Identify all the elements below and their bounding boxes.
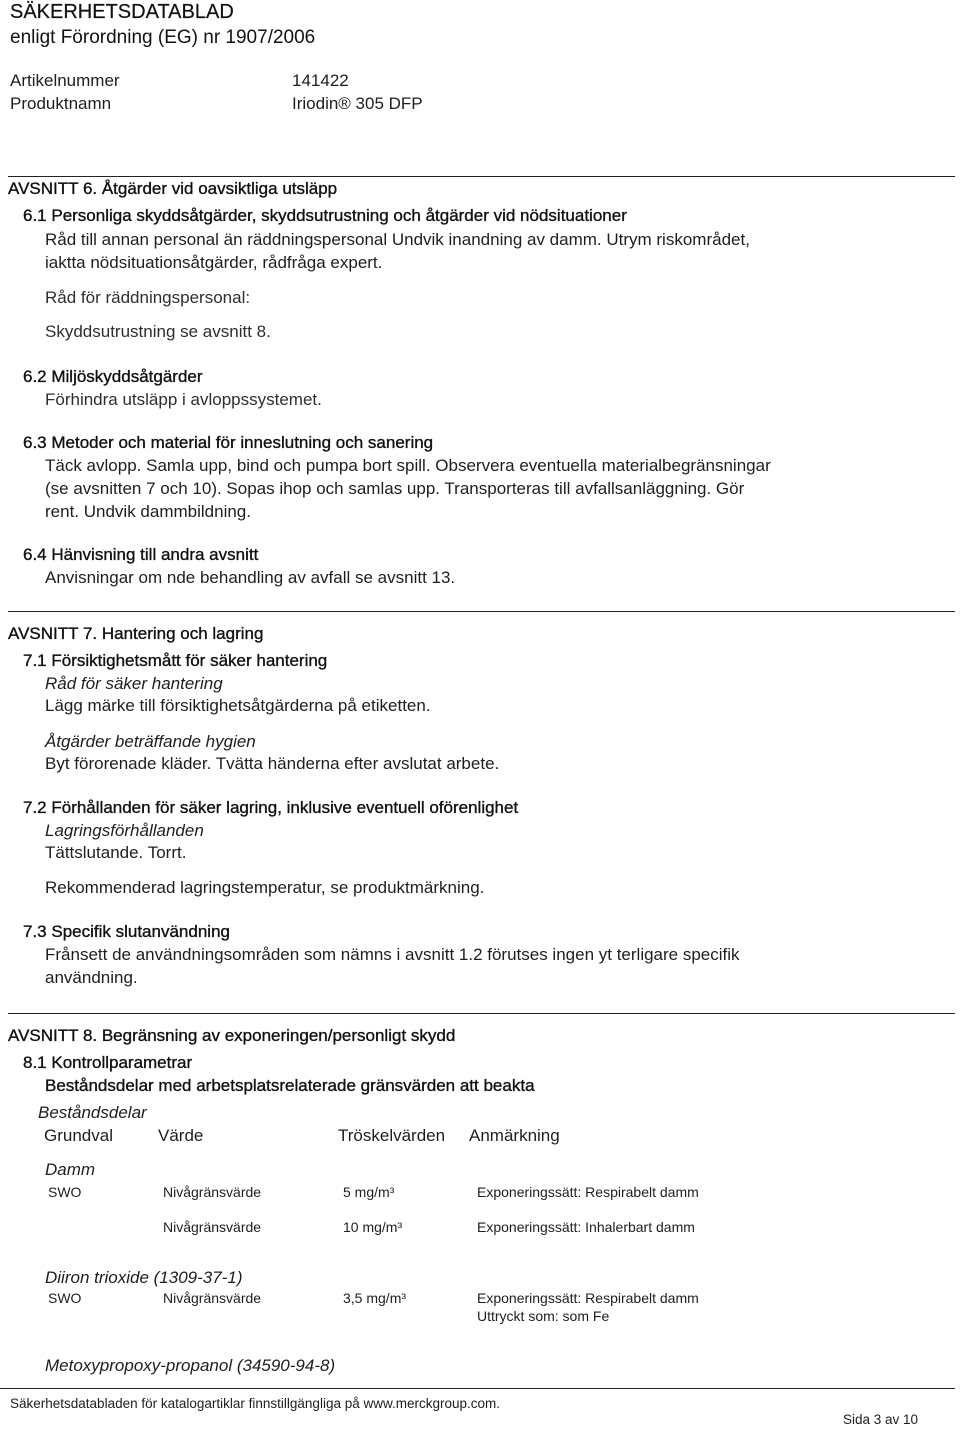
body-text-line: rent. Undvik dammbildning. [45, 502, 251, 521]
section-6-heading: AVSNITT 6. Åtgärder vid oavsiktliga utsläpp [8, 179, 338, 198]
rescue-personnel-label: Råd för räddningspersonal: [45, 288, 251, 307]
page-number: Sida 3 av 10 [843, 1412, 919, 1427]
subsection-7-3-heading: 7.3 Specifik slutanvändning [23, 922, 230, 941]
component-name: Damm [45, 1160, 96, 1179]
hygiene-label: Åtgärder beträffande hygien [45, 732, 256, 751]
section-7-heading: AVSNITT 7. Hantering och lagring [8, 624, 264, 643]
subsection-6-2-heading: 6.2 Miljöskyddsåtgärder [23, 367, 203, 386]
cell-remark-note: Uttryckt som: som Fe [477, 1308, 610, 1324]
subsection-7-2-heading: 7.2 Förhållanden för säker lagring, inklusive eventuell oförenlighet [23, 798, 519, 817]
cell-remark: Exponeringssätt: Respirabelt damm [477, 1184, 699, 1200]
regulation-reference: enligt Förordning (EG) nr 1907/2006 [10, 27, 316, 48]
footer-divider [0, 1388, 955, 1389]
body-text-line: Förhindra utsläpp i avloppssystemet. [45, 390, 322, 409]
subsection-8-1-heading: 8.1 Kontrollparametrar [23, 1053, 193, 1072]
component-name: Diiron trioxide (1309-37-1) [45, 1268, 243, 1287]
section-divider [8, 611, 955, 612]
subsection-7-1-heading: 7.1 Försiktighetsmått för säker hantering [23, 651, 328, 670]
subsection-6-3-heading: 6.3 Metoder och material för inneslutning och sanering [23, 433, 434, 452]
cell-remark: Exponeringssätt: Inhalerbart damm [477, 1219, 695, 1235]
section-8-heading: AVSNITT 8. Begränsning av exponeringen/personligt skydd [8, 1026, 456, 1045]
body-text-line: Anvisningar om nde behandling av avfall se avsnitt 13. [45, 568, 456, 587]
storage-conditions-label: Lagringsförhållanden [45, 821, 204, 840]
safe-handling-label: Råd för säker hantering [45, 674, 223, 693]
components-label: Beståndsdelar [38, 1103, 147, 1122]
body-text-line: Råd till annan personal än räddningspersonal Undvik inandning av damm. Utrym riskområdet, [45, 230, 750, 249]
body-text-line: användning. [45, 968, 138, 987]
column-header-threshold: Tröskelvärden [338, 1126, 446, 1145]
cell-value: Nivågränsvärde [163, 1219, 262, 1235]
component-name: Metoxypropoxy-propanol (34590-94-8) [45, 1356, 336, 1375]
product-name-value: Iriodin® 305 DFP [292, 94, 423, 113]
storage-conditions-text: Tättslutande. Torrt. [45, 843, 187, 862]
body-text-line: (se avsnitten 7 och 10). Sopas ihop och samlas upp. Transporteras till avfallsanläggning. Gör [45, 479, 745, 498]
article-number-value: 141422 [292, 71, 349, 90]
cell-basis: SWO [48, 1184, 82, 1200]
rescue-personnel-text: Skyddsutrustning se avsnitt 8. [45, 322, 271, 341]
subsection-6-1-heading: 6.1 Personliga skyddsåtgärder, skyddsutrustning och åtgärder vid nödsituationer [23, 206, 627, 225]
column-header-remark: Anmärkning [469, 1126, 560, 1145]
page-title: SÄKERHETSDATABLAD [10, 1, 234, 23]
cell-basis: SWO [48, 1290, 82, 1306]
section-divider [8, 1013, 955, 1014]
hygiene-text: Byt förorenade kläder. Tvätta händerna efter avslutat arbete. [45, 754, 500, 773]
article-number-label: Artikelnummer [10, 71, 120, 90]
cell-remark: Exponeringssätt: Respirabelt damm [477, 1290, 699, 1306]
cell-value: Nivågränsvärde [163, 1290, 262, 1306]
cell-threshold: 3,5 mg/m³ [343, 1290, 407, 1306]
cell-threshold: 10 mg/m³ [343, 1219, 403, 1235]
column-header-basis: Grundval [44, 1126, 113, 1145]
body-text-line: Täck avlopp. Samla upp, bind och pumpa bort spill. Observera eventuella materialbegränsningar [45, 456, 771, 475]
cell-value: Nivågränsvärde [163, 1184, 262, 1200]
section-divider [8, 176, 955, 177]
subsection-6-4-heading: 6.4 Hänvisning till andra avsnitt [23, 545, 259, 564]
column-header-value: Värde [158, 1126, 204, 1145]
cell-threshold: 5 mg/m³ [343, 1184, 395, 1200]
body-text-line: Frånsett de användningsområden som nämns i avsnitt 1.2 förutses ingen yt terligare specifik [45, 945, 740, 964]
footer-availability-note: Säkerhetsdatabladen för katalogartiklar finnstillgängliga på www.merckgroup.com. [10, 1396, 501, 1411]
product-name-label: Produktnamn [10, 94, 112, 113]
safe-handling-text: Lägg märke till försiktighetsåtgärderna på etiketten. [45, 696, 431, 715]
body-text-line: iaktta nödsituationsåtgärder, rådfråga expert. [45, 253, 383, 272]
exposure-limits-subheading: Beståndsdelar med arbetsplatsrelaterade gränsvärden att beakta [45, 1076, 535, 1095]
storage-temperature-text: Rekommenderad lagringstemperatur, se produktmärkning. [45, 878, 485, 897]
